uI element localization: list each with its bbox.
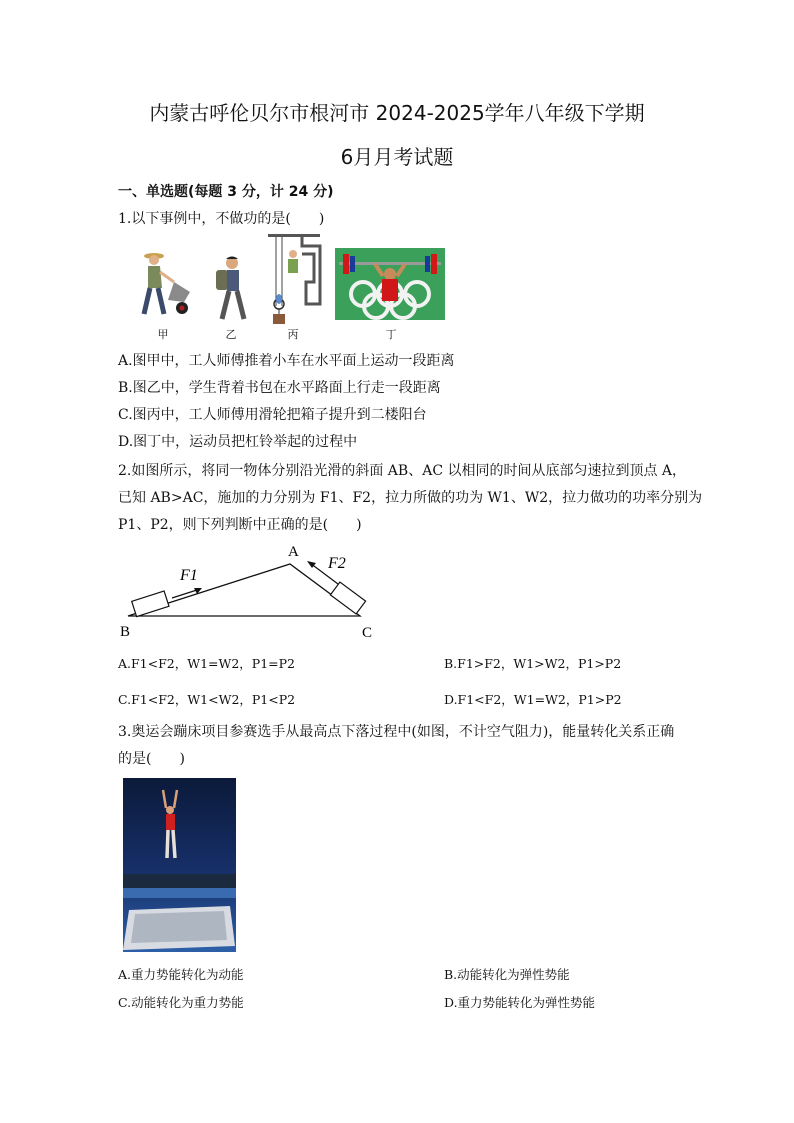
q1-image-jia-worker-cart: [124, 250, 194, 322]
q3-option-b: B.动能转化为弹性势能: [444, 967, 570, 982]
q2-stem-line2: 已知 AB>AC，施加的力分别为 F1、F2，拉力所做的功为 W1、W2，拉力做功的功率分别为: [118, 490, 703, 506]
q1-caption-jia: 甲: [157, 328, 169, 341]
q1-image-bing-pulley: [266, 234, 322, 326]
q3-option-d: D.重力势能转化为弹性势能: [444, 995, 596, 1010]
q2-label-b: B: [120, 624, 131, 640]
document-title-line1: 内蒙古呼伦贝尔市根河市 2024-2025学年八年级下学期: [149, 101, 645, 125]
q2-incline-diagram: [110, 538, 390, 643]
document-title-line2: 6月月考试题: [340, 145, 454, 169]
q3-stem-line2: 的是( ): [118, 751, 185, 767]
q3-image-trampoline: [123, 778, 236, 952]
q2-label-f1: F1: [180, 567, 198, 584]
q1-stem: 1.以下事例中，不做功的是( ): [118, 211, 325, 227]
q1-image-ding-weightlifter: [335, 248, 445, 320]
q2-label-c: C: [362, 625, 373, 641]
q2-label-f2: F2: [328, 555, 346, 572]
section-heading: 一、单选题(每题 3 分，计 24 分): [118, 184, 334, 200]
q2-stem-line3: P1、P2，则下列判断中正确的是( ): [118, 517, 362, 533]
q3-option-a: A.重力势能转化为动能: [118, 967, 244, 982]
q1-caption-ding: 丁: [385, 328, 397, 341]
q2-option-b: B.F1>F2，W1>W2，P1>P2: [444, 656, 622, 671]
q1-option-d: D.图丁中，运动员把杠铃举起的过程中: [118, 434, 358, 450]
q1-caption-bing: 丙: [287, 328, 299, 341]
q1-option-b: B.图乙中，学生背着书包在水平路面上行走一段距离: [118, 380, 441, 396]
q2-stem-line1: 2.如图所示，将同一物体分别沿光滑的斜面 AB、AC 以相同的时间从底部匀速拉到顶点 A，: [118, 463, 687, 479]
q1-image-yi-student-backpack: [206, 255, 256, 323]
q2-label-a: A: [288, 544, 299, 560]
q2-option-c: C.F1<F2，W1<W2，P1<P2: [118, 692, 296, 707]
q2-option-a: A.F1<F2，W1=W2，P1=P2: [118, 656, 296, 671]
q3-option-c: C.动能转化为重力势能: [118, 995, 244, 1010]
q1-option-a: A.图甲中，工人师傅推着小车在水平面上运动一段距离: [118, 353, 455, 369]
q3-stem-line1: 3.奥运会蹦床项目参赛选手从最高点下落过程中(如图，不计空气阻力)，能量转化关系正确: [118, 724, 675, 740]
q1-caption-yi: 乙: [225, 328, 237, 341]
q1-option-c: C.图丙中，工人师傅用滑轮把箱子提升到二楼阳台: [118, 407, 427, 423]
q2-option-d: D.F1<F2，W1=W2，P1>P2: [444, 692, 622, 707]
